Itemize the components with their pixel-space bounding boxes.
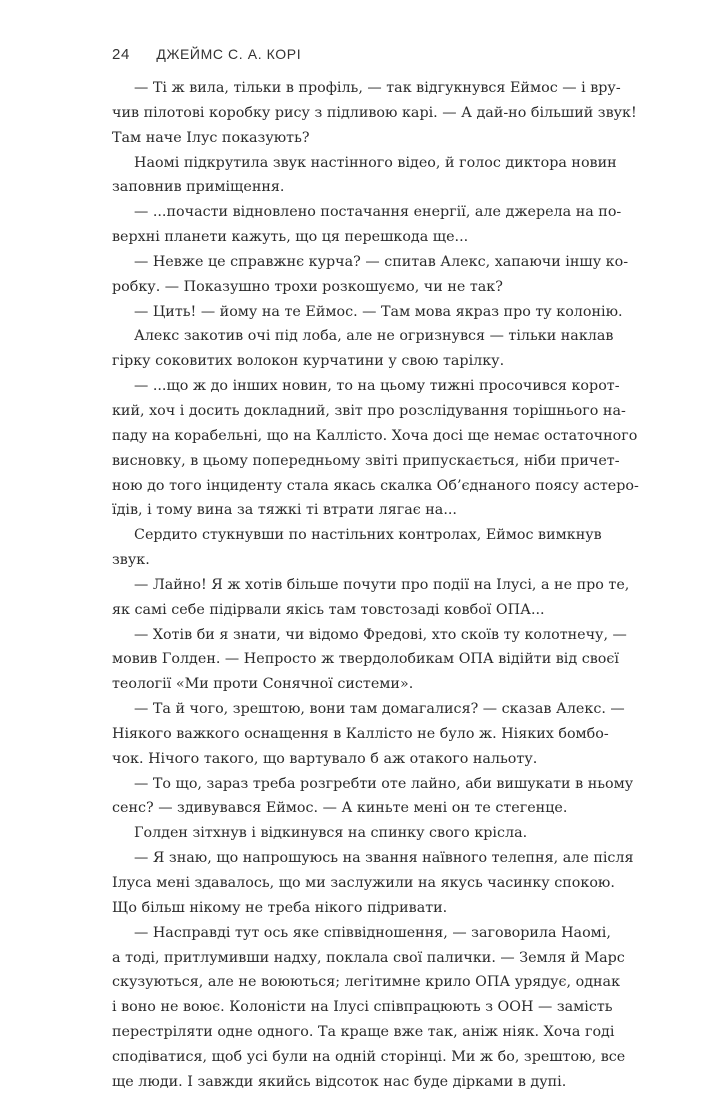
text-line: як самі себе підірвали якісь там товстозаді ковбої ОПА...	[112, 601, 545, 618]
running-header	[112, 46, 301, 63]
text-line: сподіватися, щоб усі були на одній сторінці. Ми ж бо, зрештою, все	[112, 1048, 626, 1065]
text-line: — Ті ж вила, тільки в профіль, — так відгукнувся Еймос — і вру-	[134, 80, 621, 96]
text-line: — Та й чого, зрештою, вони там домагалися? — сказав Алекс. —	[134, 701, 625, 718]
text-line: а тоді, притлумивши надху, поклала свої палички. — Земля й Марс	[112, 949, 625, 966]
text-line: Голден зітхнув і відкинувся на спинку свого крісла.	[134, 825, 528, 842]
text-line: Ніякого важкого оснащення в Каллісто не було ж. Ніяких бомбо-	[112, 725, 609, 742]
text-line: перестріляти одне одного. Та краще вже так, аніж ніяк. Хоча годі	[112, 1024, 615, 1041]
text-line: гірку соковитих волокон курчатини у свою тарілку.	[112, 353, 505, 370]
text-line: Там наче Ілус показують?	[112, 129, 310, 146]
text-line: заповнив приміщення.	[112, 179, 285, 196]
body-text	[112, 76, 639, 1095]
text-line: мовив Голден. — Непросто ж твердолобикам ОПА відійти від своєї	[112, 651, 619, 668]
text-line: сенс? — здивувався Еймос. — А киньте мені он те стегенце.	[112, 800, 568, 817]
text-line: Що більш нікому не треба нікого підривати.	[112, 899, 448, 916]
text-line: Алекс закотив очі під лоба, але не огризнувся — тільки наклав	[134, 328, 614, 345]
text-line: паду на корабельні, що на Каллісто. Хоча досі ще немає остаточного	[112, 427, 638, 444]
text-line: Наомі підкрутила звук настінного відео, й голос диктора новин	[134, 154, 617, 171]
page-number: 24	[112, 46, 130, 63]
text-line: верхні планети кажуть, що ця перешкода ще...	[112, 229, 469, 246]
text-line: звук.	[112, 552, 150, 569]
text-line: ною до того інциденту стала якась скалка Об’єднаного поясу астеро-	[112, 477, 639, 494]
text-line: ще люди. І завжди якийсь відсоток нас буде дірками в дупі.	[112, 1073, 567, 1090]
text-line: висновку, в цьому попередньому звіті припускається, ніби причет-	[112, 452, 620, 469]
text-line: — ...що ж до інших новин, то на цьому тижні просочився корот-	[134, 378, 620, 395]
text-line: — То що, зараз треба розгребти оте лайно, аби вишукати в ньому	[134, 775, 634, 792]
text-line: чив пілотові коробку рису з підливою карі. — А дай-но більший звук!	[112, 104, 637, 121]
text-line: теології «Ми проти Сонячної системи».	[112, 676, 414, 693]
text-line: робку. — Показушно трохи розкошуємо, чи не так?	[112, 278, 503, 295]
running-title: ДЖЕЙМС С. А. КОРІ	[156, 46, 302, 62]
text-line: — Насправді тут ось яке співвідношення, — заговорила Наомі,	[134, 924, 611, 941]
text-line: Сердито стукнувши по настільних контролах, Еймос вимкнув	[134, 527, 602, 544]
text-line: — Хотів би я знати, чи відомо Фредові, хто скоїв ту колотнечу, —	[134, 626, 627, 643]
text-line: — ...почасти відновлено постачання енергії, але джерела на по-	[134, 204, 622, 221]
text-line: чок. Нічого такого, що вартувало б аж отакого нальоту.	[112, 750, 538, 767]
text-line: Ілуса мені здавалось, що ми заслужили на якусь часинку спокою.	[112, 875, 615, 891]
text-line: — Цить! — йому на те Еймос. — Там мова якраз про ту колонію.	[134, 303, 623, 320]
text-line: — Я знаю, що напрошуюсь на звання наївного телепня, але після	[134, 850, 634, 867]
text-line: кий, хоч і досить докладний, звіт про розслідування торішнього на-	[112, 402, 626, 419]
text-line: і воно не воює. Колоністи на Ілусі співпрацюють з ООН — замість	[112, 999, 613, 1016]
text-line: — Невже це справжнє курча? — спитав Алекс, хапаючи іншу ко-	[134, 253, 629, 270]
text-line: скузуються, але не воюються; легітимне крило ОПА урядує, однак	[112, 974, 621, 991]
text-line: — Лайно! Я ж хотів більше почути про події на Ілусі, а не про те,	[134, 576, 630, 593]
text-line: їдів, і тому вина за тяжкі ті втрати лягає на...	[112, 502, 457, 519]
